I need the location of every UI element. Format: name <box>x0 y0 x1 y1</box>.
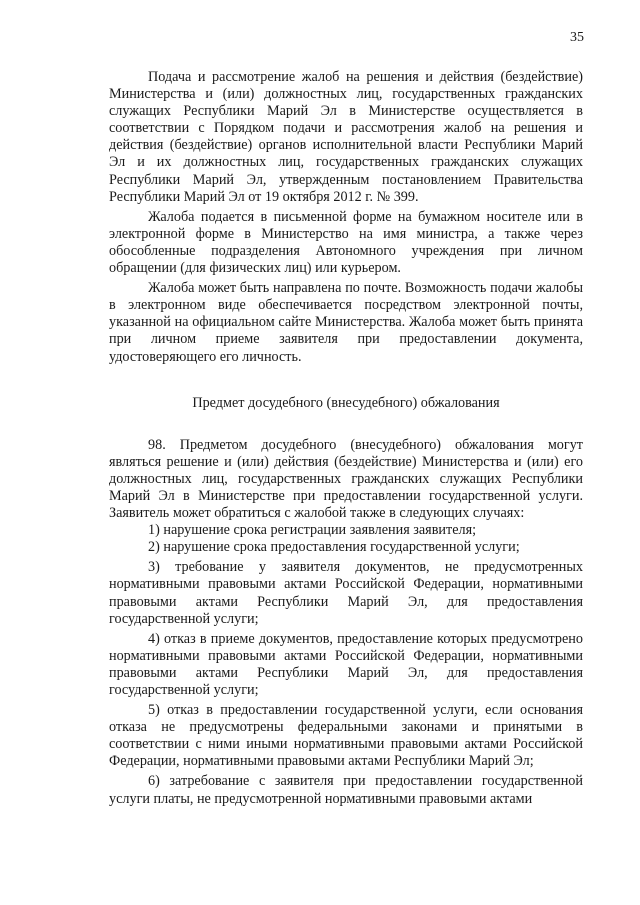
page-number: 35 <box>570 30 584 45</box>
list-item: 4) отказ в приеме документов, предоставление которых предусмотрено нормативными правовыми актами Российской Федерации, нормативными правовыми актами Республики Марий Эл, для предоставления государственной услуги; <box>109 630 583 698</box>
list-item: 2) нарушение срока предоставления государственной услуги; <box>148 539 520 556</box>
section-heading: Предмет досудебного (внесудебного) обжалования <box>192 394 500 411</box>
list-item: 1) нарушение срока регистрации заявления заявителя; <box>148 522 477 539</box>
list-item: 6) затребование с заявителя при предоставлении государственной услуги платы, не предусмотренной нормативными правовыми актами <box>109 773 583 807</box>
list-item: 5) отказ в предоставлении государственной услуги, если основания отказа не предусмотрены федеральными законами и принятыми в соответствии с ними иными нормативными правовыми актами Российской Федерации, нормативными правовыми актами Республики Марий Эл; <box>109 702 583 770</box>
paragraph: Жалоба может быть направлена по почте. Возможность подачи жалобы в электронном виде обеспечивается посредством электронной почты, указанной на официальном сайте Министерства. Жалоба может быть принята при личном приеме заявителя при предоставлении документа, удостоверяющего его личность. <box>109 280 583 365</box>
paragraph: 98. Предметом досудебного (внесудебного) обжалования могут являться решение и (или) действия (бездействие) Министерства и (или) его должностных лиц, государственных гражданских служащих Республики Марий Эл в Министерстве при предоставлении государственной услуги. Заявитель может обратиться с жалобой также в следующих случаях: <box>109 436 583 522</box>
paragraph: Жалоба подается в письменной форме на бумажном носителе или в электронной форме в Министерство на имя министра, а также через обособленные подразделения Автономного учреждения при личном обращении (для физических лиц) или курьером. <box>109 208 583 277</box>
list-item: 3) требование у заявителя документов, не предусмотренных нормативными правовыми актами Российской Федерации, нормативными правовыми актами Республики Марий Эл, для предоставления государственной услуги; <box>109 559 583 627</box>
paragraph: Подача и рассмотрение жалоб на решения и действия (бездействие) Министерства и (или) должностных лиц, государственных гражданских служащих Республики Марий Эл в Министерстве осуществляется в соответствии с Порядком подачи и рассмотрения жалоб на решения и действия (бездействие) органов исполнительной власти Республики Марий Эл и их должностных лиц, государственных гражданских служащих Республики Марий Эл, утвержденным постановлением Правительства Республики Марий Эл от 19 октября 2012 г. № 399. <box>109 69 583 205</box>
document-body <box>109 69 583 808</box>
